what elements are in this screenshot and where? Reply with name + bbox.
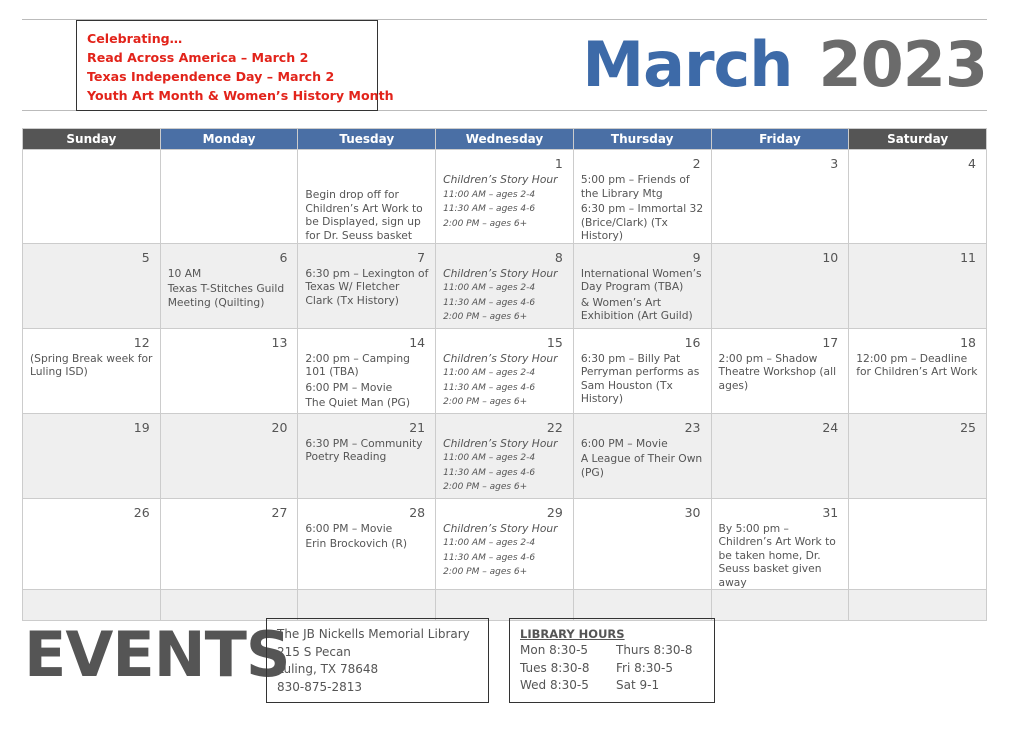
day-number: 14 <box>409 334 426 350</box>
weekday-wednesday: Wednesday <box>436 129 574 150</box>
hours-entry: Mon 8:30-5 <box>520 643 589 657</box>
day-cell <box>160 413 298 498</box>
story-hour-time: 11:00 AM – ages 2-4 <box>443 538 536 548</box>
empty-cell <box>298 590 436 621</box>
day-events <box>436 264 573 325</box>
day-cell <box>711 328 849 413</box>
day-number: 2 <box>692 156 701 171</box>
celebrating-line: Youth Art Month & Women’s History Month <box>87 88 394 103</box>
day-number: 6 <box>279 249 288 265</box>
day-number <box>849 499 986 519</box>
day-events <box>712 170 849 173</box>
day-number: 21 <box>409 419 426 435</box>
day-cell <box>711 243 849 328</box>
library-address-box <box>266 618 489 703</box>
event-text: 6:00 PM – Movie <box>580 436 668 450</box>
story-hour-time: 11:00 AM – ages 2-4 <box>443 283 536 293</box>
calendar-week-row <box>23 328 987 413</box>
day-cell <box>160 150 298 244</box>
calendar-week-row <box>23 243 987 328</box>
day-cell <box>160 243 298 328</box>
day-cell <box>23 328 161 413</box>
day-number: 15 <box>546 334 563 350</box>
empty-cell <box>160 590 298 621</box>
day-number: 28 <box>409 504 426 520</box>
event-text: 2:00 pm – Shadow Theatre Workshop (all ages) <box>718 351 837 392</box>
day-number: 22 <box>546 419 563 435</box>
events-heading: EVENTS <box>24 618 290 691</box>
day-number: 29 <box>546 504 563 520</box>
day-cell <box>573 328 711 413</box>
event-text: 10 AM <box>167 266 202 280</box>
day-number: 7 <box>417 249 426 265</box>
day-events <box>712 349 849 393</box>
story-hour-time: 11:30 AM – ages 4-6 <box>443 297 536 308</box>
day-number: 24 <box>822 419 839 435</box>
event-text: (Spring Break week for Luling ISD) <box>30 351 153 378</box>
day-cell <box>849 413 987 498</box>
page-title <box>582 28 987 101</box>
day-number: 17 <box>822 334 839 350</box>
event-text: 6:00 PM – Movie <box>305 521 393 535</box>
story-hour-title: Children’s Story Hour <box>443 436 558 450</box>
day-cell <box>298 328 436 413</box>
day-number <box>161 150 298 170</box>
day-number: 8 <box>554 249 563 265</box>
title-year: 2023 <box>818 28 987 101</box>
event-text <box>305 173 429 186</box>
event-text: A League of Their Own (PG) <box>580 452 703 479</box>
day-events <box>849 170 986 173</box>
event-text: 6:30 PM – Community Poetry Reading <box>305 436 423 463</box>
day-events <box>23 170 160 173</box>
day-events <box>436 349 573 410</box>
day-number: 27 <box>271 504 288 520</box>
day-cell <box>436 328 574 413</box>
day-events <box>574 434 711 480</box>
empty-cell <box>711 590 849 621</box>
day-events <box>574 264 711 323</box>
story-hour-title: Children’s Story Hour <box>443 351 558 365</box>
day-number: 13 <box>271 334 288 350</box>
event-text: 12:00 pm – Deadline for Children’s Art Work <box>856 351 978 378</box>
day-cell <box>23 243 161 328</box>
day-events <box>712 519 849 590</box>
day-number: 30 <box>684 504 701 520</box>
hours-entry: Thurs 8:30-8 <box>616 643 693 657</box>
day-cell <box>849 498 987 590</box>
day-cell <box>573 413 711 498</box>
event-text: & Women’s Art Exhibition (Art Guild) <box>580 295 693 322</box>
event-text: By 5:00 pm – Children’s Art Work to be taken home, Dr. Seuss basket given away <box>718 521 836 589</box>
story-hour-time: 11:30 AM – ages 4-6 <box>443 552 536 563</box>
story-hour-time: 2:00 PM – ages 6+ <box>443 312 528 322</box>
empty-cell <box>23 590 161 621</box>
library-street: 215 S Pecan <box>277 644 351 659</box>
story-hour-time: 2:00 PM – ages 6+ <box>443 397 528 407</box>
day-cell <box>298 413 436 498</box>
weekday-sunday: Sunday <box>23 129 161 150</box>
day-cell <box>849 243 987 328</box>
event-text: Texas T-Stitches Guild Meeting (Quilting) <box>167 282 285 309</box>
day-number: 9 <box>692 249 701 265</box>
day-cell <box>573 243 711 328</box>
story-hour-time: 11:30 AM – ages 4-6 <box>443 204 536 214</box>
weekday-saturday: Saturday <box>849 129 987 150</box>
weekday-friday: Friday <box>711 129 849 150</box>
library-hours-box <box>509 618 715 703</box>
calendar-week-row <box>23 498 987 590</box>
day-cell <box>160 498 298 590</box>
day-cell <box>573 150 711 244</box>
day-events <box>298 349 435 410</box>
story-hour-time: 2:00 PM – ages 6+ <box>443 567 528 577</box>
event-text: 6:30 pm – Lexington of Texas W/ Fletcher Clark (Tx History) <box>305 266 429 307</box>
event-text: Erin Brockovich (R) <box>305 537 408 550</box>
library-hours-grid <box>520 642 704 695</box>
story-hour-time: 2:00 PM – ages 6+ <box>443 218 528 229</box>
story-hour-time: 11:00 AM – ages 2-4 <box>443 189 536 200</box>
event-text: 5:00 pm – Friends of the Library Mtg <box>580 173 690 200</box>
event-text: The Quiet Man (PG) <box>305 396 411 409</box>
story-hour-time: 11:00 AM – ages 2-4 <box>443 453 536 463</box>
day-events <box>436 434 573 495</box>
event-text: 2:00 pm – Camping 101 (TBA) <box>305 351 410 378</box>
library-hours-title: LIBRARY HOURS <box>520 627 625 641</box>
day-cell <box>298 498 436 590</box>
day-events <box>574 170 711 243</box>
hours-entry: Tues 8:30-8 <box>520 660 590 675</box>
day-number <box>298 150 435 170</box>
event-text: 6:30 pm – Billy Pat Perryman performs as Sam Houston (Tx History) <box>580 351 700 405</box>
celebrating-line: Read Across America – March 2 <box>87 50 309 65</box>
day-events <box>23 349 160 379</box>
day-events <box>436 170 573 231</box>
day-cell <box>298 243 436 328</box>
day-events <box>436 519 573 580</box>
event-text: Begin drop off for Children’s Art Work to be Displayed, sign up for Dr. Seuss basket <box>305 188 423 242</box>
weekday-monday: Monday <box>160 129 298 150</box>
story-hour-time: 11:30 AM – ages 4-6 <box>443 382 536 393</box>
day-events <box>574 349 711 406</box>
day-number: 5 <box>141 249 150 265</box>
day-cell <box>436 243 574 328</box>
story-hour-time: 2:00 PM – ages 6+ <box>443 482 528 492</box>
day-cell <box>160 328 298 413</box>
event-text: 6:30 pm – Immortal 32 (Brice/Clark) (Tx History) <box>580 202 704 242</box>
celebrating-box <box>76 20 394 111</box>
day-number: 19 <box>133 419 150 435</box>
day-events <box>298 170 435 242</box>
hours-entry: Sat 9-1 <box>616 678 660 692</box>
day-number: 3 <box>830 156 839 171</box>
day-cell <box>436 413 574 498</box>
event-text: 6:00 PM – Movie <box>305 380 393 394</box>
day-events <box>298 519 435 551</box>
weekday-tuesday: Tuesday <box>298 129 436 150</box>
celebrating-heading: Celebrating… <box>87 31 183 46</box>
calendar-grid <box>22 128 987 621</box>
library-city: Luling, TX 78648 <box>277 662 379 676</box>
day-cell <box>436 150 574 244</box>
day-number: 12 <box>133 334 150 350</box>
story-hour-title: Children’s Story Hour <box>443 266 558 280</box>
day-events <box>161 264 298 310</box>
day-cell <box>849 150 987 244</box>
day-number: 16 <box>684 334 701 350</box>
day-events <box>849 519 986 522</box>
day-cell <box>711 498 849 590</box>
weekday-thursday: Thursday <box>573 129 711 150</box>
celebrating-line: Texas Independence Day – March 2 <box>87 69 335 84</box>
day-cell <box>711 413 849 498</box>
day-number: 1 <box>554 156 563 171</box>
empty-cell <box>573 590 711 621</box>
day-number: 25 <box>960 419 976 435</box>
story-hour-title: Children’s Story Hour <box>443 173 558 186</box>
day-number: 23 <box>684 419 701 435</box>
day-events <box>298 264 435 308</box>
day-number: 20 <box>271 419 288 435</box>
day-cell <box>23 150 161 244</box>
story-hour-time: 11:30 AM – ages 4-6 <box>443 467 536 478</box>
day-number: 4 <box>968 156 976 171</box>
event-text: International Women’s Day Program (TBA) <box>580 266 702 293</box>
calendar-empty-row <box>23 590 987 621</box>
day-cell <box>711 150 849 244</box>
title-month: March <box>582 28 793 101</box>
story-hour-time: 11:00 AM – ages 2-4 <box>443 368 536 378</box>
weekday-header-row <box>23 129 987 150</box>
calendar-week-row <box>23 413 987 498</box>
day-events <box>298 434 435 464</box>
day-events <box>849 349 986 379</box>
library-name: The JB Nickells Memorial Library <box>277 627 470 641</box>
day-number: 11 <box>960 249 976 265</box>
day-cell <box>849 328 987 413</box>
day-cell <box>23 413 161 498</box>
day-number: 31 <box>822 504 839 520</box>
calendar-week-row <box>23 150 987 244</box>
day-cell <box>436 498 574 590</box>
library-phone: 830-875-2813 <box>277 679 363 694</box>
day-cell <box>298 150 436 244</box>
day-number: 18 <box>960 334 976 350</box>
day-cell <box>23 498 161 590</box>
day-events <box>161 170 298 173</box>
day-number: 10 <box>822 249 839 265</box>
empty-cell <box>436 590 574 621</box>
empty-cell <box>849 590 987 621</box>
day-events <box>23 264 160 267</box>
day-number <box>23 150 160 170</box>
story-hour-title: Children’s Story Hour <box>443 521 558 535</box>
hours-entry: Wed 8:30-5 <box>520 678 589 692</box>
day-number: 26 <box>133 504 150 520</box>
day-cell <box>573 498 711 590</box>
hours-entry: Fri 8:30-5 <box>616 660 674 675</box>
